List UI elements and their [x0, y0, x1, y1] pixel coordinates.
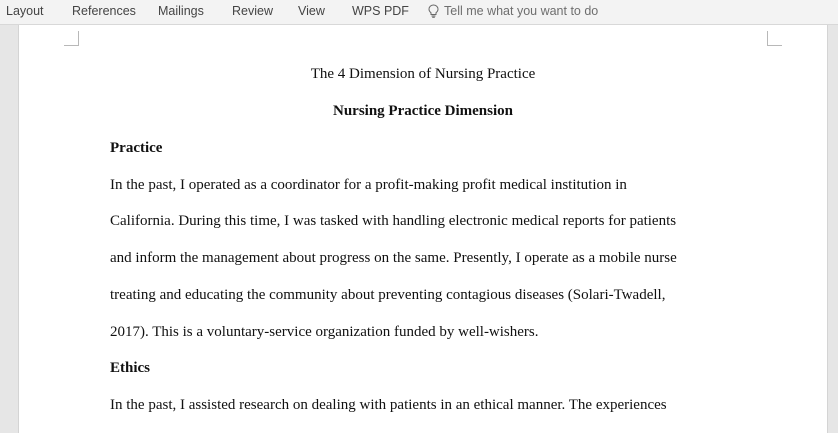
tab-layout[interactable]: Layout	[6, 4, 44, 18]
paragraph-line: California. During this time, I was tasked with handling electronic medical reports for patients	[110, 213, 677, 229]
paragraph-line: In the past, I operated as a coordinator for a profit-making profit medical institution in	[110, 177, 627, 193]
margin-marker-top-right	[767, 31, 782, 46]
document-workspace	[0, 25, 838, 433]
paragraph-line: 2017). This is a voluntary-service organization funded by well-wishers.	[110, 324, 539, 340]
paragraph-line: and inform the management about progress on the same. Presently, I operate as a mobile nurse	[110, 250, 677, 266]
section-heading-practice: Practice	[110, 140, 163, 156]
document-heading: Nursing Practice Dimension	[333, 103, 513, 119]
tell-me-text: Tell me what you want to do	[444, 4, 599, 18]
paragraph-line: In the past, I assisted research on dealing with patients in an ethical manner. The experiences	[110, 397, 667, 413]
document-page[interactable]	[18, 25, 828, 433]
tab-mailings[interactable]: Mailings	[158, 4, 204, 18]
paragraph-line: treating and educating the community about preventing contagious diseases (Solari-Twadell,	[110, 287, 666, 303]
tab-wps-pdf[interactable]: WPS PDF	[352, 4, 409, 18]
margin-marker-top-left	[64, 31, 79, 46]
document-title: The 4 Dimension of Nursing Practice	[310, 66, 536, 82]
lightbulb-icon	[428, 4, 439, 18]
tab-review[interactable]: Review	[232, 4, 273, 18]
tab-view[interactable]: View	[298, 4, 325, 18]
tell-me-search[interactable]	[428, 4, 598, 18]
ribbon-tab-bar	[0, 0, 838, 25]
section-heading-ethics: Ethics	[110, 360, 151, 376]
tab-references[interactable]: References	[72, 4, 136, 18]
